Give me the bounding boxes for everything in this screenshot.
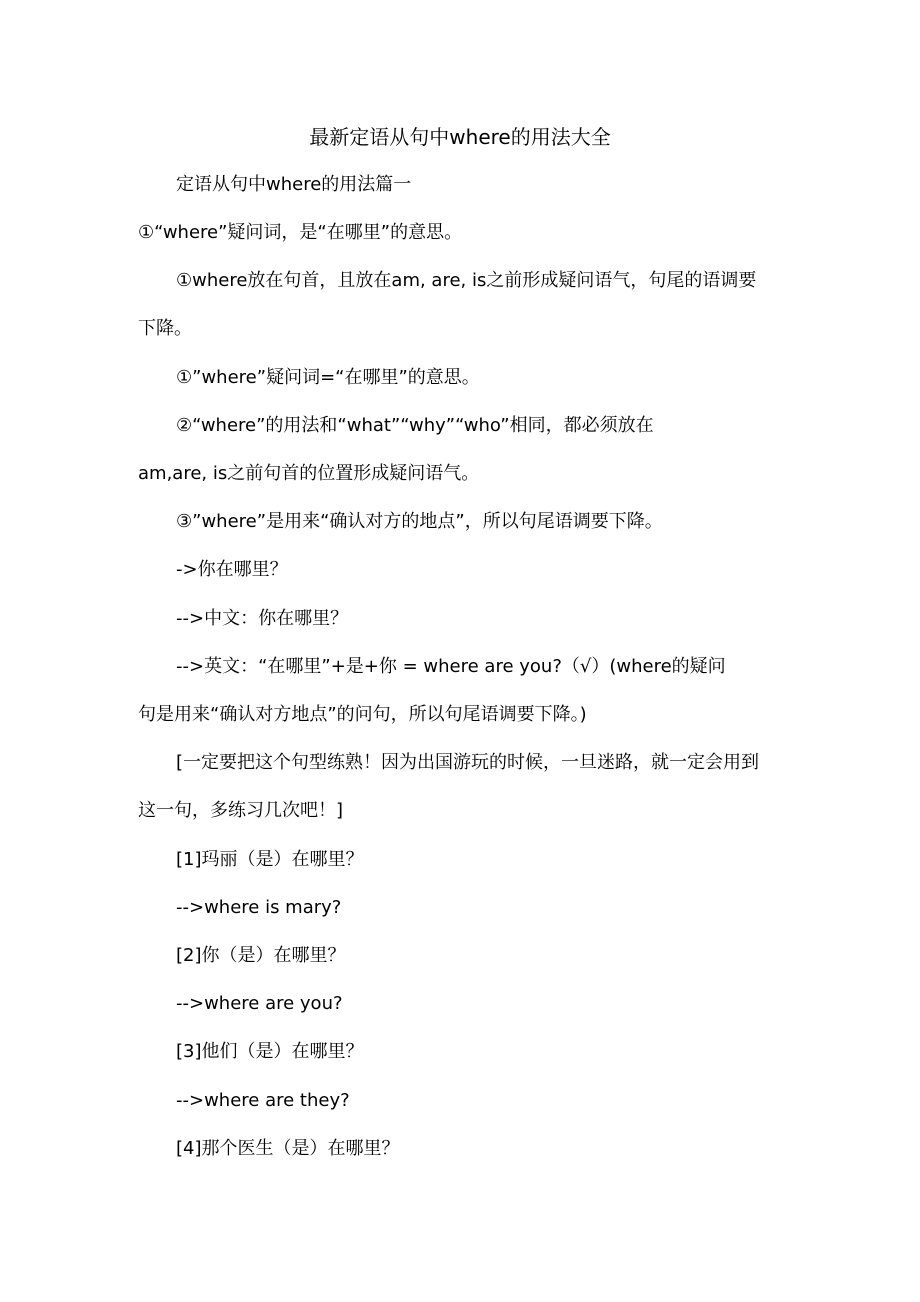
section-heading: 定语从句中where的用法篇一	[176, 174, 412, 195]
paragraph-line: ->你在哪里？	[176, 559, 288, 580]
paragraph-line: ②“where”的用法和“what”“why”“who”相同，都必须放在	[176, 415, 654, 436]
paragraph-line: ①where放在句首，且放在am, are, is之前形成疑问语气，句尾的语调要	[176, 270, 757, 291]
paragraph-line: am,are, is之前句首的位置形成疑问语气。	[138, 463, 480, 484]
example-question: [3]他们（是）在哪里？	[176, 1041, 364, 1062]
example-answer: -->where are they?	[176, 1090, 350, 1111]
paragraph-line: ①”where”疑问词=“在哪里”的意思。	[176, 367, 480, 388]
paragraph-line: 句是用来“确认对方地点”的问句，所以句尾语调要下降。)	[138, 704, 587, 725]
example-question: [1]玛丽（是）在哪里？	[176, 849, 364, 870]
example-answer: -->where are you?	[176, 993, 343, 1014]
paragraph-line: 下降。	[138, 318, 192, 339]
paragraph-line: -->中文：你在哪里？	[176, 608, 349, 629]
example-question: [2]你（是）在哪里？	[176, 945, 346, 966]
paragraph-line: -->英文：“在哪里”+是+你 = where are you?（√）(where的疑问	[176, 656, 726, 677]
paragraph-line: ①“where”疑问词，是“在哪里”的意思。	[138, 222, 463, 243]
paragraph-line: ③”where”是用来“确认对方的地点”，所以句尾语调要下降。	[176, 511, 663, 532]
document-title: 最新定语从句中where的用法大全	[309, 125, 611, 149]
example-question: [4]那个医生（是）在哪里？	[176, 1138, 400, 1159]
example-answer: -->where is mary?	[176, 897, 342, 918]
paragraph-line: [一定要把这个句型练熟！因为出国游玩的时候，一旦迷路，就一定会用到	[176, 752, 760, 773]
paragraph-line: 这一句，多练习几次吧！]	[138, 800, 344, 821]
